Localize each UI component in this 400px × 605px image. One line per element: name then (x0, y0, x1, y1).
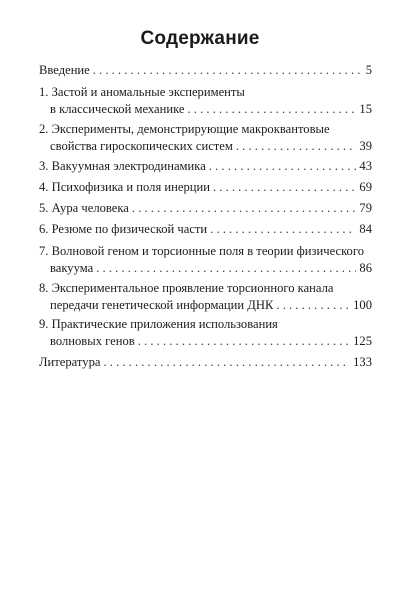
dot-leader (138, 333, 350, 350)
toc-entry-line (39, 333, 372, 350)
toc-entry-title: 9. Практические приложения использования (39, 317, 278, 331)
toc-entry-title-continued: свойства гироскопических систем (50, 138, 233, 153)
toc-page-number: 84 (359, 222, 372, 236)
toc-entry-title: Введение (39, 63, 90, 77)
toc-entry-title: 5. Аура человека (39, 201, 129, 215)
toc-entry-title: 3. Вакуумная электродинамика (39, 159, 206, 173)
toc-entry-title: 1. Застой и аномальные эксперименты (39, 85, 245, 99)
toc-page-number: 43 (359, 159, 372, 173)
dot-leader (188, 101, 357, 118)
toc-page-number: 133 (353, 355, 372, 369)
toc-entry-title: 6. Резюме по физической части (39, 222, 208, 236)
toc-entry-line (39, 200, 372, 217)
toc-page-number: 86 (359, 260, 372, 275)
toc-page-number: 79 (359, 201, 372, 215)
toc-entry-line (39, 354, 372, 371)
dot-leader (103, 354, 350, 371)
dot-leader (236, 138, 357, 155)
toc-entry-title: 7. Волновой геном и торсионные поля в теории физического (39, 244, 364, 258)
toc-entry-line (39, 221, 372, 238)
toc-page-number: 5 (365, 63, 372, 77)
toc-entry-line (39, 101, 372, 118)
toc-entry-title-continued: вакуума (50, 260, 94, 275)
toc-entry-line (39, 179, 372, 196)
dot-leader (213, 179, 356, 196)
toc-entry-chapter-4[interactable] (39, 179, 372, 196)
toc-entry-title-continued: в классической механике (50, 101, 185, 116)
toc-entry-title: 8. Экспериментальное проявление торсионного канала (39, 281, 334, 295)
dot-leader (210, 221, 356, 238)
toc-entry-title-continued: передачи генетической информации ДНК (50, 297, 274, 312)
dot-leader (132, 200, 357, 217)
toc-page-number: 39 (359, 138, 372, 153)
toc-page-number: 125 (353, 333, 372, 348)
toc-entry-chapter-2[interactable] (39, 121, 372, 154)
toc-entry-chapter-9[interactable] (39, 316, 372, 349)
toc-entry-line (39, 260, 372, 277)
dot-leader (96, 260, 356, 277)
toc-entry-line (39, 297, 372, 314)
toc-page-number: 15 (359, 101, 372, 116)
toc-entry-line (39, 158, 372, 175)
dot-leader (276, 297, 350, 314)
toc-entry-chapter-3[interactable] (39, 158, 372, 175)
dot-leader (209, 158, 357, 175)
toc-entry-chapter-1[interactable] (39, 84, 372, 117)
toc-page-number: 100 (353, 297, 372, 312)
toc-entry-line (39, 138, 372, 155)
toc-entry-introduction[interactable] (39, 62, 372, 79)
toc-entry-chapter-8[interactable] (39, 280, 372, 313)
toc-entry-title: Литература (39, 355, 101, 369)
toc-entry-chapter-5[interactable] (39, 200, 372, 217)
toc-entry-title-continued: волновых генов (50, 333, 135, 348)
toc-entry-references[interactable] (39, 354, 372, 371)
toc-entry-title: 2. Эксперименты, демонстрирующие макроквантовые (39, 122, 330, 136)
toc-entry-title: 4. Психофизика и поля инерции (39, 180, 210, 194)
toc-entry-chapter-7[interactable] (39, 243, 372, 276)
page-title: Содержание (140, 28, 260, 49)
toc-entry-chapter-6[interactable] (39, 221, 372, 238)
dot-leader (93, 62, 363, 79)
toc-entry-line (39, 62, 372, 79)
toc-page-number: 69 (359, 180, 372, 194)
